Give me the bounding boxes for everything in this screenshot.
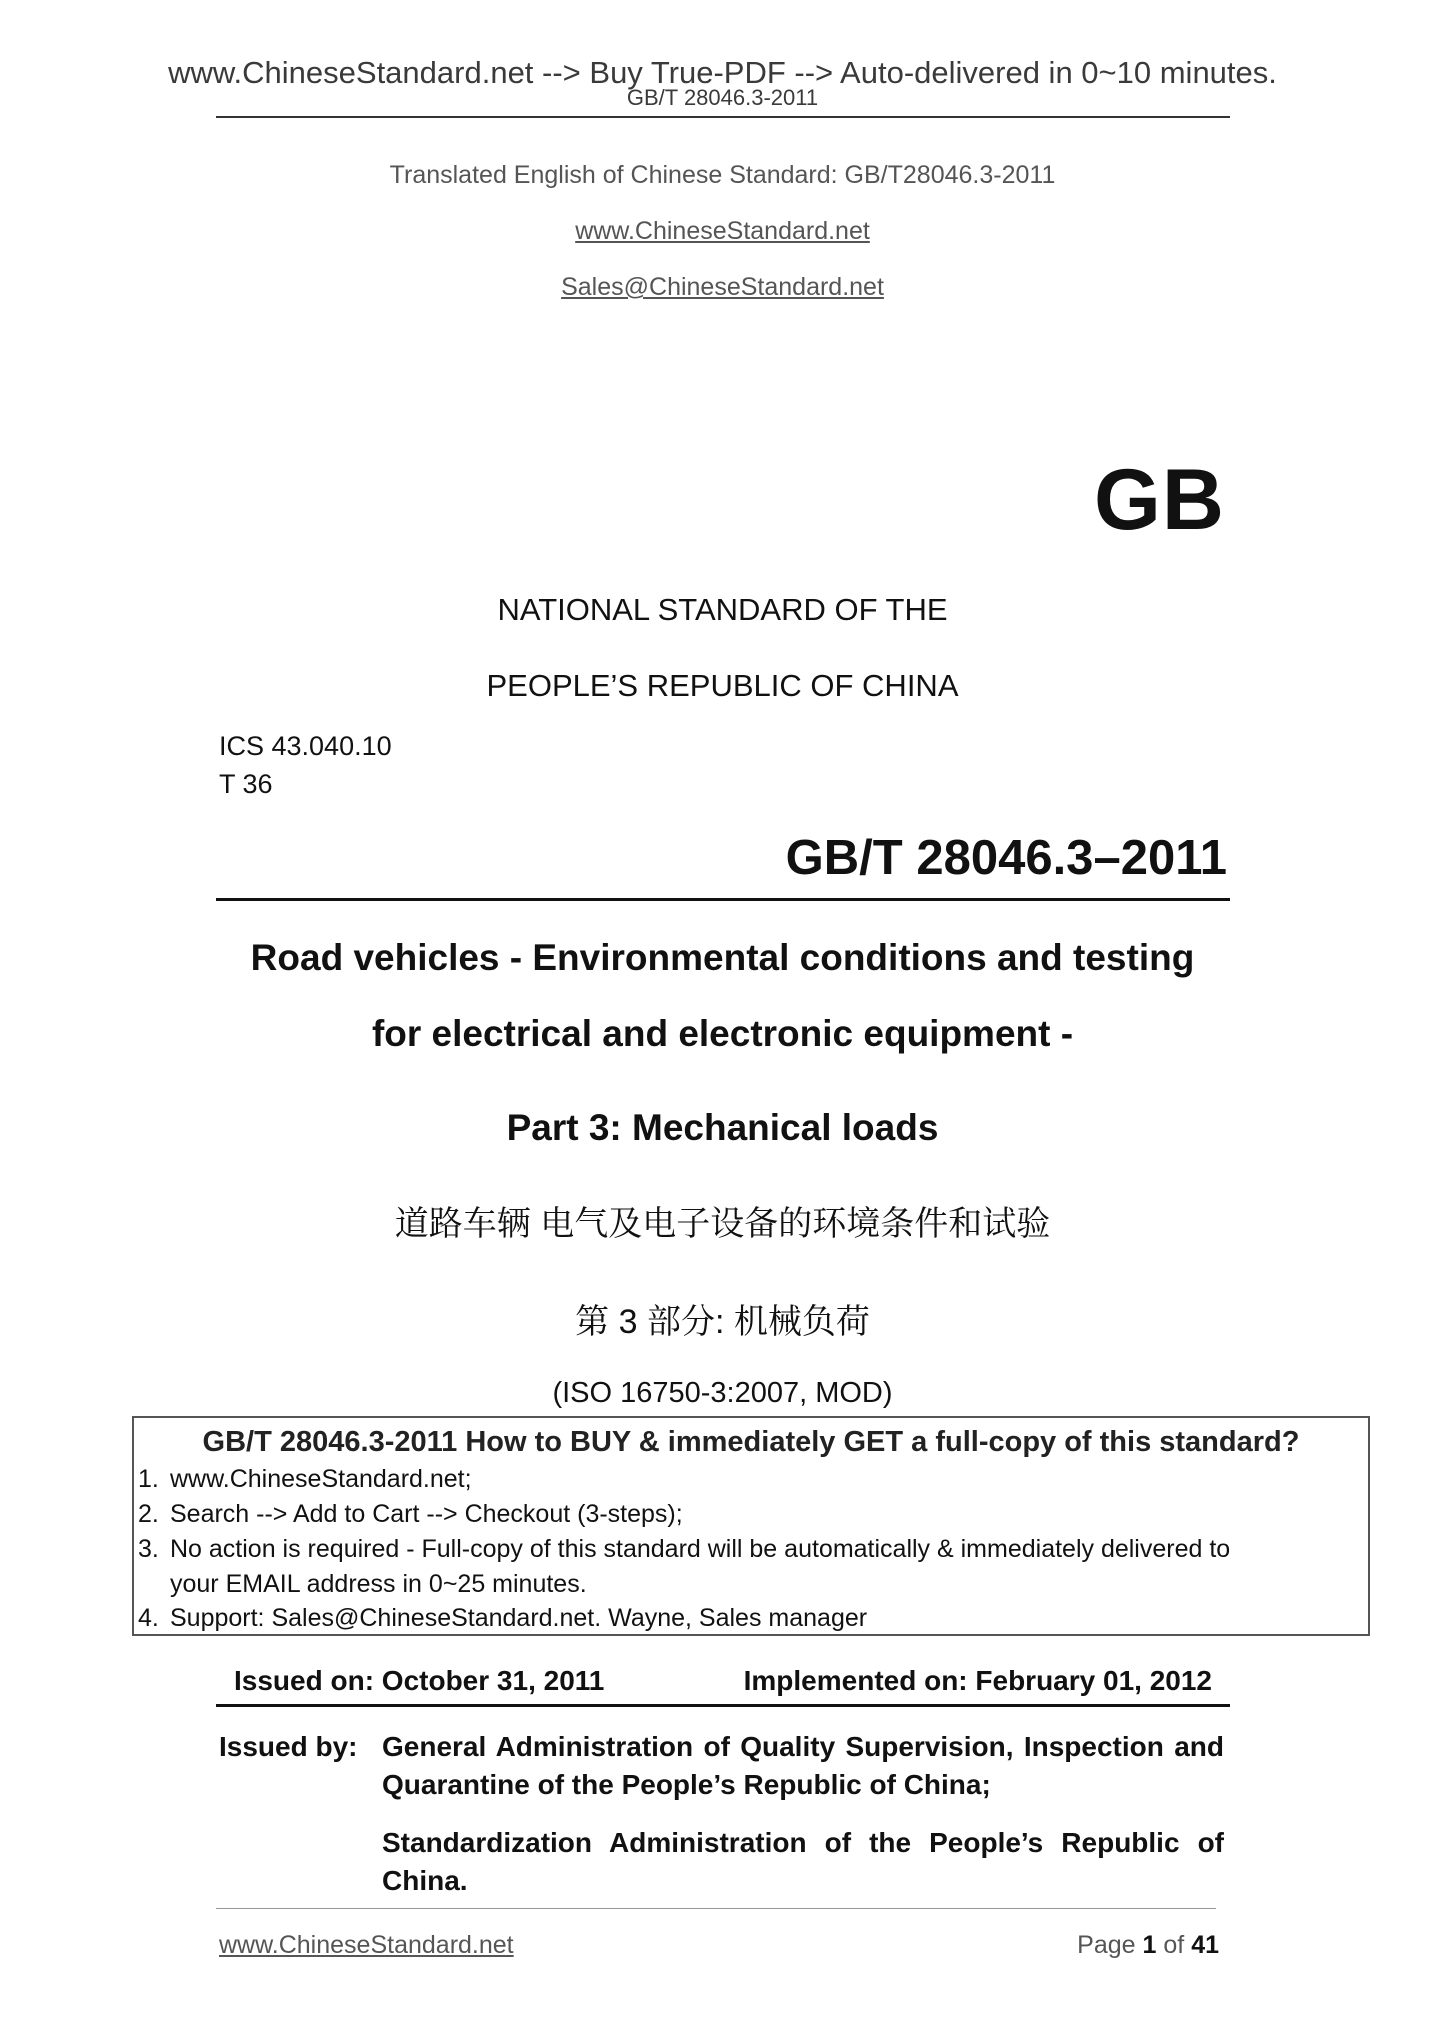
chinese-title: 道路车辆 电气及电子设备的环境条件和试验	[394, 1205, 1051, 1243]
t-code: T 36	[219, 769, 273, 799]
top-banner: www.ChineseStandard.net --> Buy True-PDF --> Auto-delivered in 0~10 minutes.	[168, 55, 1277, 90]
standard-number: GB/T 28046.3–2011	[785, 831, 1227, 885]
header-standard-code: GB/T 28046.3-2011	[626, 85, 819, 110]
issued-by-label: Issued by:	[219, 1731, 358, 1762]
step-number: 1.	[138, 1465, 159, 1493]
ics-code: ICS 43.040.10	[219, 731, 392, 761]
title-divider	[216, 898, 1230, 901]
buy-step-continued: your EMAIL address in 0~25 minutes.	[170, 1570, 587, 1598]
buy-step	[138, 1532, 1358, 1566]
page-number: 1	[1142, 1931, 1157, 1959]
buy-step	[138, 1497, 1358, 1531]
national-standard-line1: NATIONAL STANDARD OF THE	[497, 592, 948, 627]
header-divider	[216, 116, 1230, 118]
website-link[interactable]: www.ChineseStandard.net	[575, 217, 870, 245]
translated-line: Translated English of Chinese Standard: GB/T28046.3-2011	[389, 161, 1056, 189]
page-indicator	[1077, 1930, 1219, 1960]
step-text: No action is required - Full-copy of this standard will be automatically & immediately delivered to	[170, 1535, 1231, 1563]
buy-step	[138, 1601, 1358, 1635]
page-total: 41	[1191, 1931, 1219, 1959]
title-part: Part 3: Mechanical loads	[506, 1107, 939, 1148]
step-number: 3.	[138, 1535, 159, 1563]
footer-website-link[interactable]: www.ChineseStandard.net	[219, 1931, 514, 1959]
buy-step	[138, 1462, 1358, 1496]
sales-email-link[interactable]: Sales@ChineseStandard.net	[561, 273, 884, 301]
issue-divider	[216, 1704, 1230, 1707]
issued-on-date: Issued on: October 31, 2011	[234, 1665, 605, 1696]
title-line1: Road vehicles - Environmental conditions and testing	[250, 937, 1195, 978]
iso-reference: (ISO 16750-3:2007, MOD)	[552, 1377, 893, 1409]
chinese-part-title: 第 3 部分: 机械负荷	[575, 1303, 870, 1341]
implemented-on-date: Implemented on: February 01, 2012	[743, 1665, 1212, 1696]
page-of-label: of	[1163, 1931, 1185, 1959]
footer-divider	[216, 1908, 1216, 1909]
issuing-organization-1: General Administration of Quality Supervision, Inspection and Quarantine of the People’s Republic of China;	[382, 1731, 1224, 1800]
issuing-organization-2: Standardization Administration of the People’s Republic of China.	[382, 1827, 1224, 1896]
title-line2: for electrical and electronic equipment -	[371, 1013, 1074, 1054]
step-text: Search --> Add to Cart --> Checkout (3-steps);	[170, 1500, 683, 1528]
step-text: Support: Sales@ChineseStandard.net. Wayne, Sales manager	[170, 1604, 868, 1632]
gb-logo: GB	[1094, 452, 1225, 548]
step-text: www.ChineseStandard.net;	[170, 1465, 472, 1493]
page-label: Page	[1077, 1931, 1136, 1959]
step-number: 4.	[138, 1604, 159, 1632]
national-standard-line2: PEOPLE’S REPUBLIC OF CHINA	[486, 668, 959, 703]
buy-instructions-box	[132, 1416, 1370, 1636]
buy-box-title: GB/T 28046.3-2011 How to BUY & immediately GET a full-copy of this standard?	[202, 1426, 1300, 1458]
step-number: 2.	[138, 1500, 159, 1528]
